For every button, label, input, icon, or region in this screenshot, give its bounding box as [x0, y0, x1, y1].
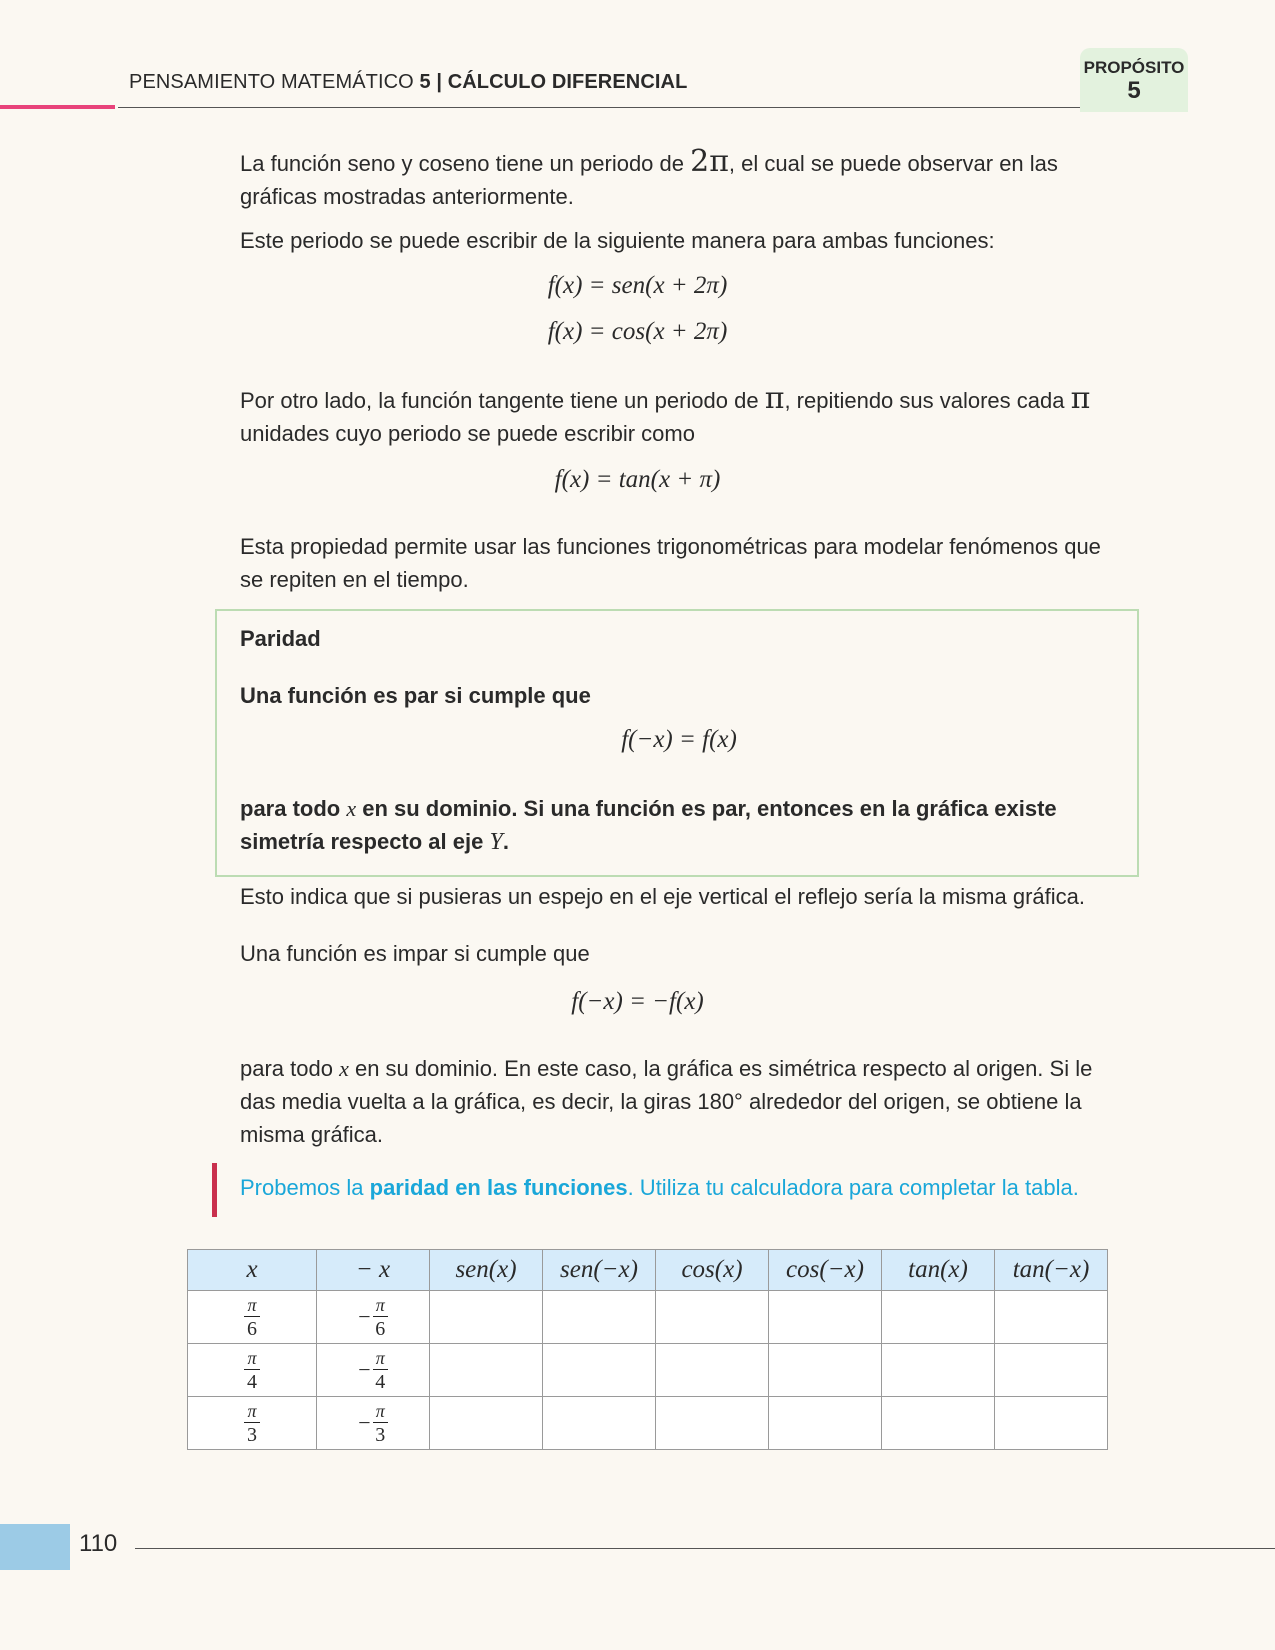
cell-cos-x[interactable]: [656, 1291, 769, 1344]
cell-x: [188, 1397, 317, 1450]
cell-neg-x: [317, 1397, 430, 1450]
equation-tan-period: f(x) = tan(x + π): [554, 466, 721, 493]
footer-accent-box: [0, 1524, 70, 1570]
equation-cos-period: f(x) = cos(x + 2π): [547, 318, 728, 345]
header-cos-neg-x: cos(−x): [769, 1250, 882, 1291]
p3-text-c: unidades cuyo periodo se puede escribir como: [240, 421, 695, 446]
p1-2pi: 2π: [690, 144, 729, 179]
frac-den: 3: [247, 1424, 257, 1446]
cell-tan-neg-x[interactable]: [995, 1291, 1108, 1344]
page-number: 110: [79, 1530, 118, 1557]
cell-neg-x: [317, 1344, 430, 1397]
header-x: x: [188, 1250, 317, 1291]
cell-tan-neg-x[interactable]: [995, 1344, 1108, 1397]
cell-tan-x[interactable]: [882, 1291, 995, 1344]
paragraph-odd-definition: Una función es impar si cumple que: [240, 941, 590, 966]
cell-tan-x[interactable]: [882, 1344, 995, 1397]
activity-text-bold: paridad en las funciones: [369, 1175, 628, 1200]
cell-tan-x[interactable]: [882, 1397, 995, 1450]
footer-rule: [135, 1548, 1275, 1549]
box-line2-a: para todo: [240, 796, 347, 821]
paragraph-period-intro: Este periodo se puede escribir de la siguiente manera para ambas funciones:: [240, 228, 995, 253]
neg-sign: −: [358, 1304, 371, 1329]
box-line2-c: .: [502, 829, 509, 854]
paragraph-modeling: Esta propiedad permite usar las funciones trigonométricas para modelar fenómenos que se repiten en el tiempo.: [240, 534, 1101, 592]
frac-den: 6: [247, 1318, 257, 1340]
frac-den: 3: [375, 1424, 386, 1446]
cell-sen-x[interactable]: [430, 1344, 543, 1397]
p1-text-a: La función seno y coseno tiene un periodo de: [240, 151, 691, 176]
cell-cos-neg-x[interactable]: [769, 1344, 882, 1397]
box-even-symmetry: [240, 792, 1120, 859]
frac-num: π: [373, 1295, 388, 1317]
table-row: [188, 1291, 1108, 1344]
equation-sen-period: f(x) = sen(x + 2π): [547, 272, 728, 299]
box-even-definition: Una función es par si cumple que: [240, 683, 591, 708]
p1-text-b: , el cual se puede observar en las gráficas mostradas anteriormente.: [240, 151, 1058, 209]
p3-pi-2: π: [1070, 381, 1091, 416]
neg-sign: −: [358, 1357, 371, 1382]
box-line2-y: Y: [489, 829, 503, 855]
equation-even: f(−x) = f(x): [621, 726, 737, 753]
cell-cos-neg-x[interactable]: [769, 1291, 882, 1344]
box-line2-x: x: [346, 796, 357, 821]
activity-instruction: [240, 1175, 1079, 1201]
cell-cos-x[interactable]: [656, 1397, 769, 1450]
activity-accent-bar: [212, 1163, 217, 1217]
cell-x: [188, 1291, 317, 1344]
header-tan-x: tan(x): [882, 1250, 995, 1291]
p7-text-a: para todo: [240, 1056, 340, 1081]
proposito-badge: [1080, 48, 1188, 112]
cell-sen-neg-x[interactable]: [543, 1397, 656, 1450]
header-neg-x: − x: [317, 1250, 430, 1291]
box-title: Paridad: [240, 626, 321, 651]
cell-neg-x: [317, 1291, 430, 1344]
frac-den: 6: [375, 1318, 386, 1340]
cell-cos-x[interactable]: [656, 1344, 769, 1397]
frac-den: 4: [247, 1371, 257, 1393]
frac-num: π: [244, 1348, 259, 1370]
table-row: [188, 1397, 1108, 1450]
table-header-row: [188, 1250, 1108, 1291]
paragraph-period-sin-cos: [240, 145, 1130, 213]
cell-cos-neg-x[interactable]: [769, 1397, 882, 1450]
frac-den: 4: [375, 1371, 386, 1393]
header-title: [129, 71, 687, 94]
header-sen-neg-x: sen(−x): [543, 1250, 656, 1291]
badge-number: 5: [1127, 77, 1141, 104]
paragraph-tan-period: [240, 382, 1130, 450]
parity-definition-box: [215, 609, 1139, 877]
header-cos-x: cos(x): [656, 1250, 769, 1291]
badge-label: PROPÓSITO: [1083, 58, 1185, 77]
frac-num: π: [244, 1401, 259, 1423]
header-sen-x: sen(x): [430, 1250, 543, 1291]
header-title-prefix: PENSAMIENTO MATEMÁTICO: [129, 71, 420, 93]
frac-num: π: [244, 1295, 259, 1317]
p3-text-b: , repitiendo sus valores cada: [784, 388, 1071, 413]
header-rule: [118, 107, 1081, 108]
cell-x: [188, 1344, 317, 1397]
header-title-bold: 5 | CÁLCULO DIFERENCIAL: [419, 71, 688, 93]
header-accent-bar: [0, 105, 115, 109]
cell-sen-x[interactable]: [430, 1291, 543, 1344]
paragraph-mirror: Esto indica que si pusieras un espejo en el eje vertical el reflejo sería la misma gráfica.: [240, 884, 1085, 909]
neg-sign: −: [358, 1410, 371, 1435]
header-tan-neg-x: tan(−x): [995, 1250, 1108, 1291]
equation-odd: f(−x) = −f(x): [571, 988, 704, 1015]
cell-sen-neg-x[interactable]: [543, 1291, 656, 1344]
cell-sen-x[interactable]: [430, 1397, 543, 1450]
p7-text-b: en su dominio. En este caso, la gráfica es simétrica respecto al origen. Si le das media vuelta a la gráfica, es decir, la giras 180° alrededor del origen, se obtiene la misma gráfica.: [240, 1056, 1093, 1147]
parity-table: [187, 1249, 1108, 1450]
paragraph-odd-symmetry: [240, 1052, 1130, 1151]
frac-num: π: [373, 1348, 388, 1370]
activity-text-b: . Utiliza tu calculadora para completar la tabla.: [627, 1175, 1079, 1200]
cell-tan-neg-x[interactable]: [995, 1397, 1108, 1450]
box-line2-b: en su dominio. Si una función es par, entonces en la gráfica existe simetría respecto al eje: [240, 796, 1057, 854]
p3-pi-1: π: [764, 381, 785, 416]
frac-num: π: [373, 1401, 388, 1423]
p3-text-a: Por otro lado, la función tangente tiene un periodo de: [240, 388, 765, 413]
p7-x: x: [339, 1056, 349, 1081]
activity-text-a: Probemos la: [240, 1175, 370, 1200]
table-row: [188, 1344, 1108, 1397]
cell-sen-neg-x[interactable]: [543, 1344, 656, 1397]
